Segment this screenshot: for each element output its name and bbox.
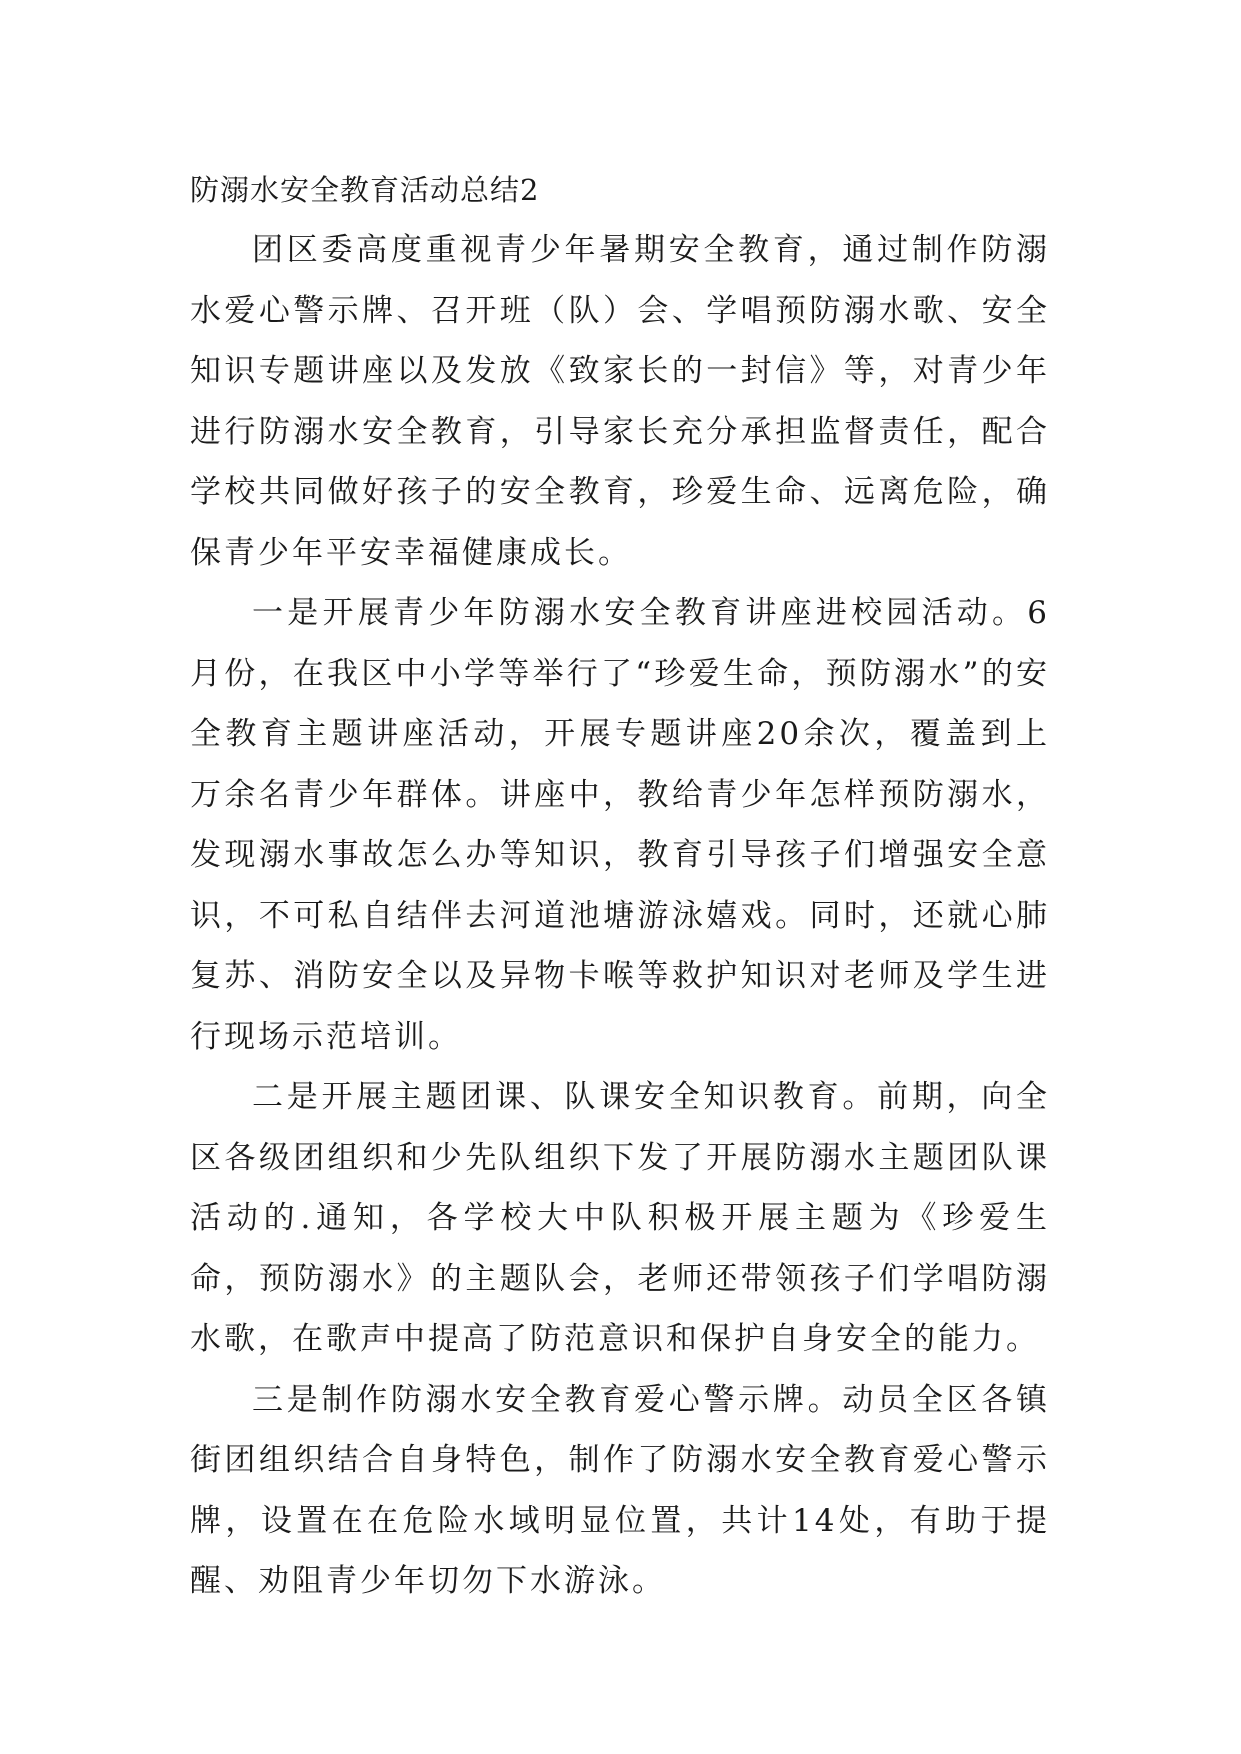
- paragraph-point-three: 三是制作防溺水安全教育爱心警示牌。动员全区各镇街团组织结合自身特色，制作了防溺水安全教育爱心警示牌，设置在在危险水域明显位置，共计14处，有助于提醒、劝阻青少年切勿下水游泳。: [190, 1381, 1050, 1599]
- document-title: 防溺水安全教育活动总结2: [190, 173, 540, 207]
- paragraph-intro: 团区委高度重视青少年暑期安全教育，通过制作防溺水爱心警示牌、召开班（队）会、学唱预防溺水歌、安全知识专题讲座以及发放《致家长的一封信》等，对青少年进行防溺水安全教育，引导家长充分承担监督责任，配合学校共同做好孩子的安全教育，珍爱生命、远离危险，确保青少年平安幸福健康成长。: [190, 232, 1050, 571]
- paragraph-point-two: 二是开展主题团课、队课安全知识教育。前期，向全区各级团组织和少先队组织下发了开展防溺水主题团队课活动的.通知，各学校大中队积极开展主题为《珍爱生命，预防溺水》的主题队会，老师还带领孩子们学唱防溺水歌，在歌声中提高了防范意识和保护自身安全的能力。: [190, 1079, 1050, 1357]
- paragraph-point-one: 一是开展青少年防溺水安全教育讲座进校园活动。6月份，在我区中小学等举行了“珍爱生命，预防溺水”的安全教育主题讲座活动，开展专题讲座20余次，覆盖到上万余名青少年群体。讲座中，教给青少年怎样预防溺水，发现溺水事故怎么办等知识，教育引导孩子们增强安全意识，不可私自结伴去河道池塘游泳嬉戏。同时，还就心肺复苏、消防安全以及异物卡喉等救护知识对老师及学生进行现场示范培训。: [190, 595, 1050, 1055]
- document-body: [190, 160, 1050, 1612]
